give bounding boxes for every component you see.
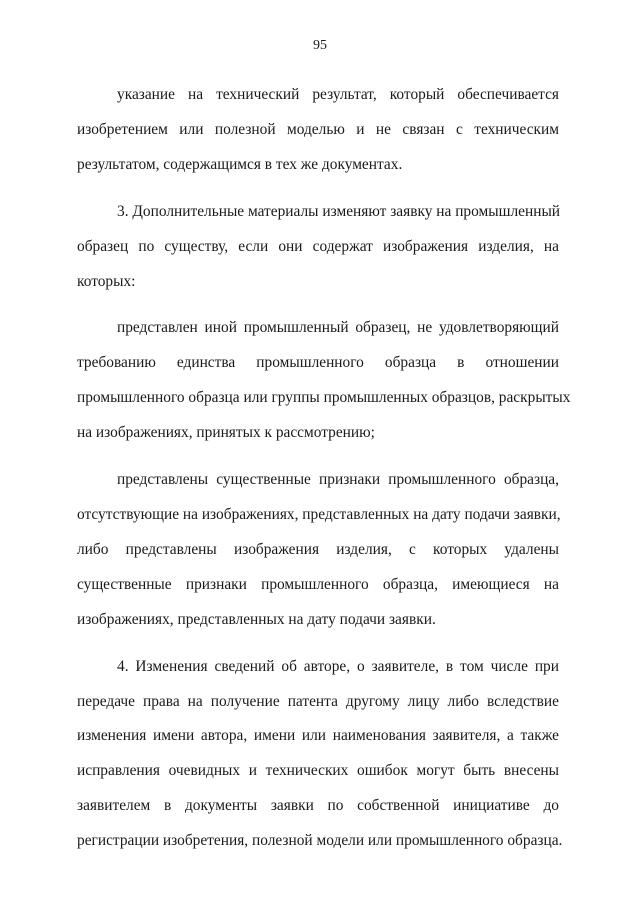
paragraph-gap <box>77 183 559 195</box>
paragraph-essential-features <box>77 463 559 638</box>
text-line: регистрации изобретения, полезной модели или промышленного образца. <box>77 832 563 850</box>
paragraph-gap <box>77 299 559 311</box>
text-line: передаче права на получение патента другому лицу либо вследствие <box>77 692 559 710</box>
text-line: промышленного образца или группы промышленных образцов, раскрытых <box>77 389 571 407</box>
text-line: результатом, содержащимся в тех же документах. <box>77 155 403 173</box>
paragraph-item-4 <box>77 650 563 859</box>
paragraph-item-3 <box>77 195 559 300</box>
text-line: заявителем в документы заявки по собственной инициативе до <box>77 797 559 815</box>
text-line: отсутствующие на изображениях, представленных на дату подачи заявки, <box>77 505 561 523</box>
text-line: изменения имени автора, имени или наименования заявителя, а также <box>77 727 559 745</box>
text-line: существенные признаки промышленного образца, имеющиеся на <box>77 575 559 593</box>
text-line: изображениях, представленных на дату подачи заявки. <box>77 610 436 628</box>
text-line: представлен иной промышленный образец, не удовлетворяющий <box>117 319 559 337</box>
paragraph-gap <box>77 451 559 463</box>
text-line: представлены существенные признаки промышленного образца, <box>117 471 559 489</box>
text-line: исправления очевидных и технических ошибок могут быть внесены <box>77 762 559 780</box>
text-line: указание на технический результат, который обеспечивается <box>117 86 559 103</box>
page-number: 95 <box>313 38 327 53</box>
text-line: 3. Дополнительные материалы изменяют заявку на промышленный <box>117 202 561 220</box>
text-line: образец по существу, если они содержат изображения изделия, на <box>77 237 559 255</box>
text-line: которых: <box>77 272 136 290</box>
text-line: требованию единства промышленного образца в отношении <box>77 354 559 372</box>
page-body <box>77 78 571 859</box>
text-line: изобретением или полезной моделью и не связан с техническим <box>77 120 559 138</box>
paragraph-other-design <box>77 311 571 451</box>
text-line: либо представлены изображения изделия, с которых удалены <box>77 540 559 558</box>
text-line: на изображениях, принятых к рассмотрению; <box>77 424 375 442</box>
text-line: 4. Изменения сведений об авторе, о заявителе, в том числе при <box>117 657 559 675</box>
paragraph-result-indication <box>77 78 559 183</box>
paragraph-gap <box>77 638 559 650</box>
